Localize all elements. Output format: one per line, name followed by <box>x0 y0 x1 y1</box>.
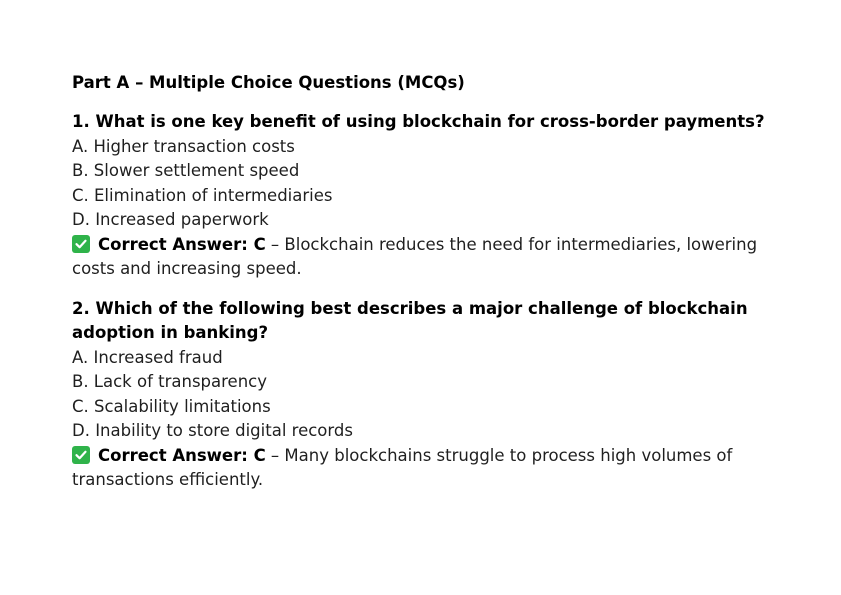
option-d: D. Increased paperwork <box>72 210 269 229</box>
option-b: B. Slower settlement speed <box>72 161 300 180</box>
section-title: Part A – Multiple Choice Questions (MCQs) <box>72 73 465 92</box>
answer-label: Correct Answer: C <box>98 445 266 465</box>
question-2 <box>72 297 772 493</box>
answer-explanation: – Blockchain reduces the need for intermediaries, lowering costs and increasing speed. <box>72 234 758 278</box>
question-text: 1. What is one key benefit of using blockchain for cross-border payments? <box>72 112 765 131</box>
option-d: D. Inability to store digital records <box>72 421 353 440</box>
option-b: B. Lack of transparency <box>72 372 268 391</box>
document-page <box>72 71 772 508</box>
answer-label: Correct Answer: C <box>98 234 266 254</box>
option-a: A. Higher transaction costs <box>72 136 295 156</box>
correct-answer <box>72 233 772 282</box>
option-a: A. Increased fraud <box>72 347 223 367</box>
answer-explanation: – Many blockchains struggle to process high volumes of transactions efficiently. <box>72 445 733 489</box>
check-mark-button-icon <box>72 446 90 464</box>
option-c: C. Scalability limitations <box>72 396 271 416</box>
question-1 <box>72 110 772 282</box>
check-mark-button-icon <box>72 235 90 253</box>
question-text: 2. Which of the following best describes a major challenge of blockchain adoption in banking? <box>72 298 748 342</box>
option-c: C. Elimination of intermediaries <box>72 185 333 205</box>
correct-answer <box>72 444 772 493</box>
